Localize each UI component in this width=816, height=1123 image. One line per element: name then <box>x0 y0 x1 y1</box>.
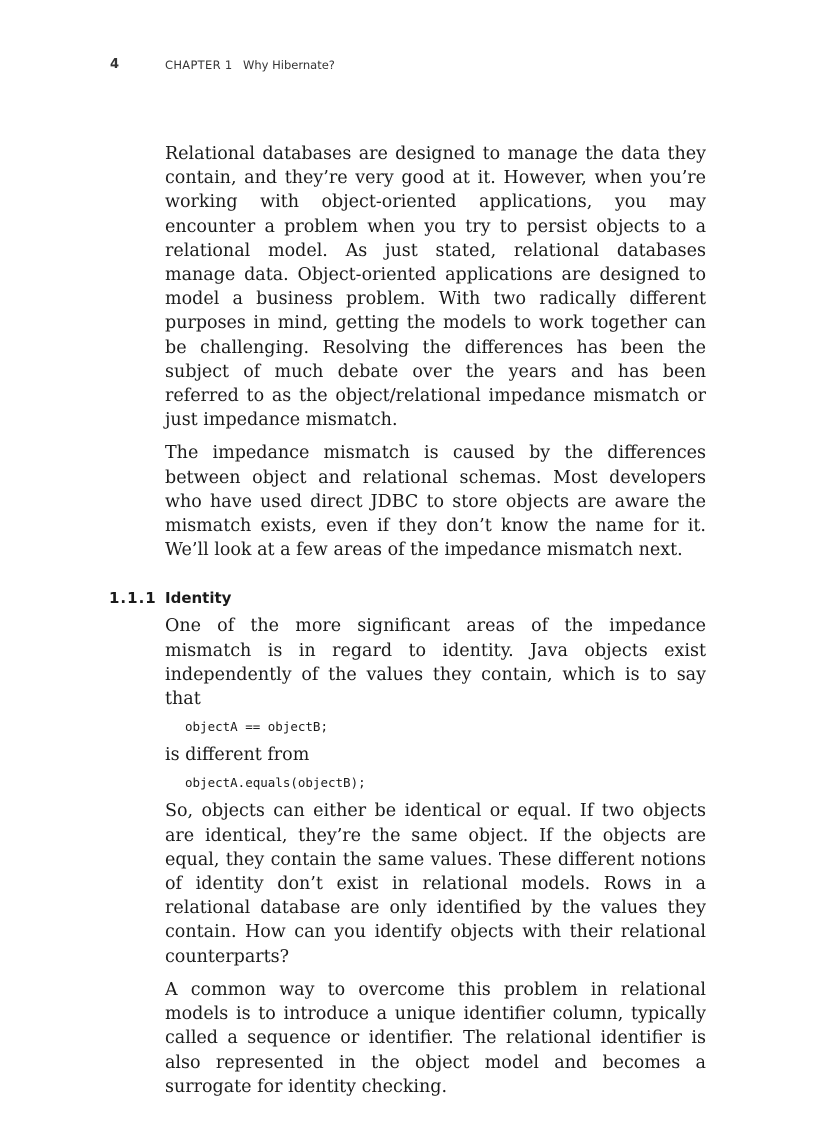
page-body <box>109 142 706 1099</box>
paragraph-impedance: The impedance mismatch is caused by the differences between object and relational schemas. Most developers who have used direct JDBC to store objects are aware the mismatch exists, even if they don’t know the name for it. We’ll look at a few areas of the impedance mismatch next. <box>165 443 706 561</box>
section-title: Identity <box>165 589 232 608</box>
paragraph-identity: One of the more significant areas of the impedance mismatch is in regard to identity. Java objects exist independently of the values they contain, which is to say that <box>165 616 706 710</box>
paragraph-different-from: is different from <box>165 745 310 766</box>
page-number: 4 <box>110 57 120 72</box>
code-sample-identity: objectA == objectB; <box>185 719 328 735</box>
chapter-title: Why Hibernate? <box>243 58 335 72</box>
paragraph-identical-equal: So, objects can either be identical or equal. If two objects are identical, they’re the same object. If the objects are equal, they contain the same values. These different notions of identity don’t exist in relational models. Rows in a relational database are only identified by the values they contain. How can you identify objects with their relational counterparts? <box>165 801 706 967</box>
section-number: 1.1.1 <box>109 589 157 608</box>
paragraph-intro: Relational databases are designed to manage the data they contain, and they’re very good at it. However, when you’re working with object-oriented applications, you may encounter a problem when you try to persist objects to a relational model. As just stated, relational databases manage data. Object-oriented applications are designed to model a business problem. With two radically different purposes in mind, getting the models to work together can be challenging. Resolving the differences has been the subject of much debate over the years and has been referred to as the object/relational impedance mismatch or just impedance mismatch. <box>165 144 706 431</box>
chapter-label: CHAPTER 1 <box>165 58 233 72</box>
section-heading <box>109 586 706 610</box>
code-sample-equals: objectA.equals(objectB); <box>185 775 366 791</box>
running-header <box>0 57 816 77</box>
paragraph-identifier-column: A common way to overcome this problem in relational models is to introduce a unique identifier column, typically called a sequence or identifier. The relational identifier is also represented in the object model and becomes a surrogate for identity checking. <box>165 979 706 1097</box>
